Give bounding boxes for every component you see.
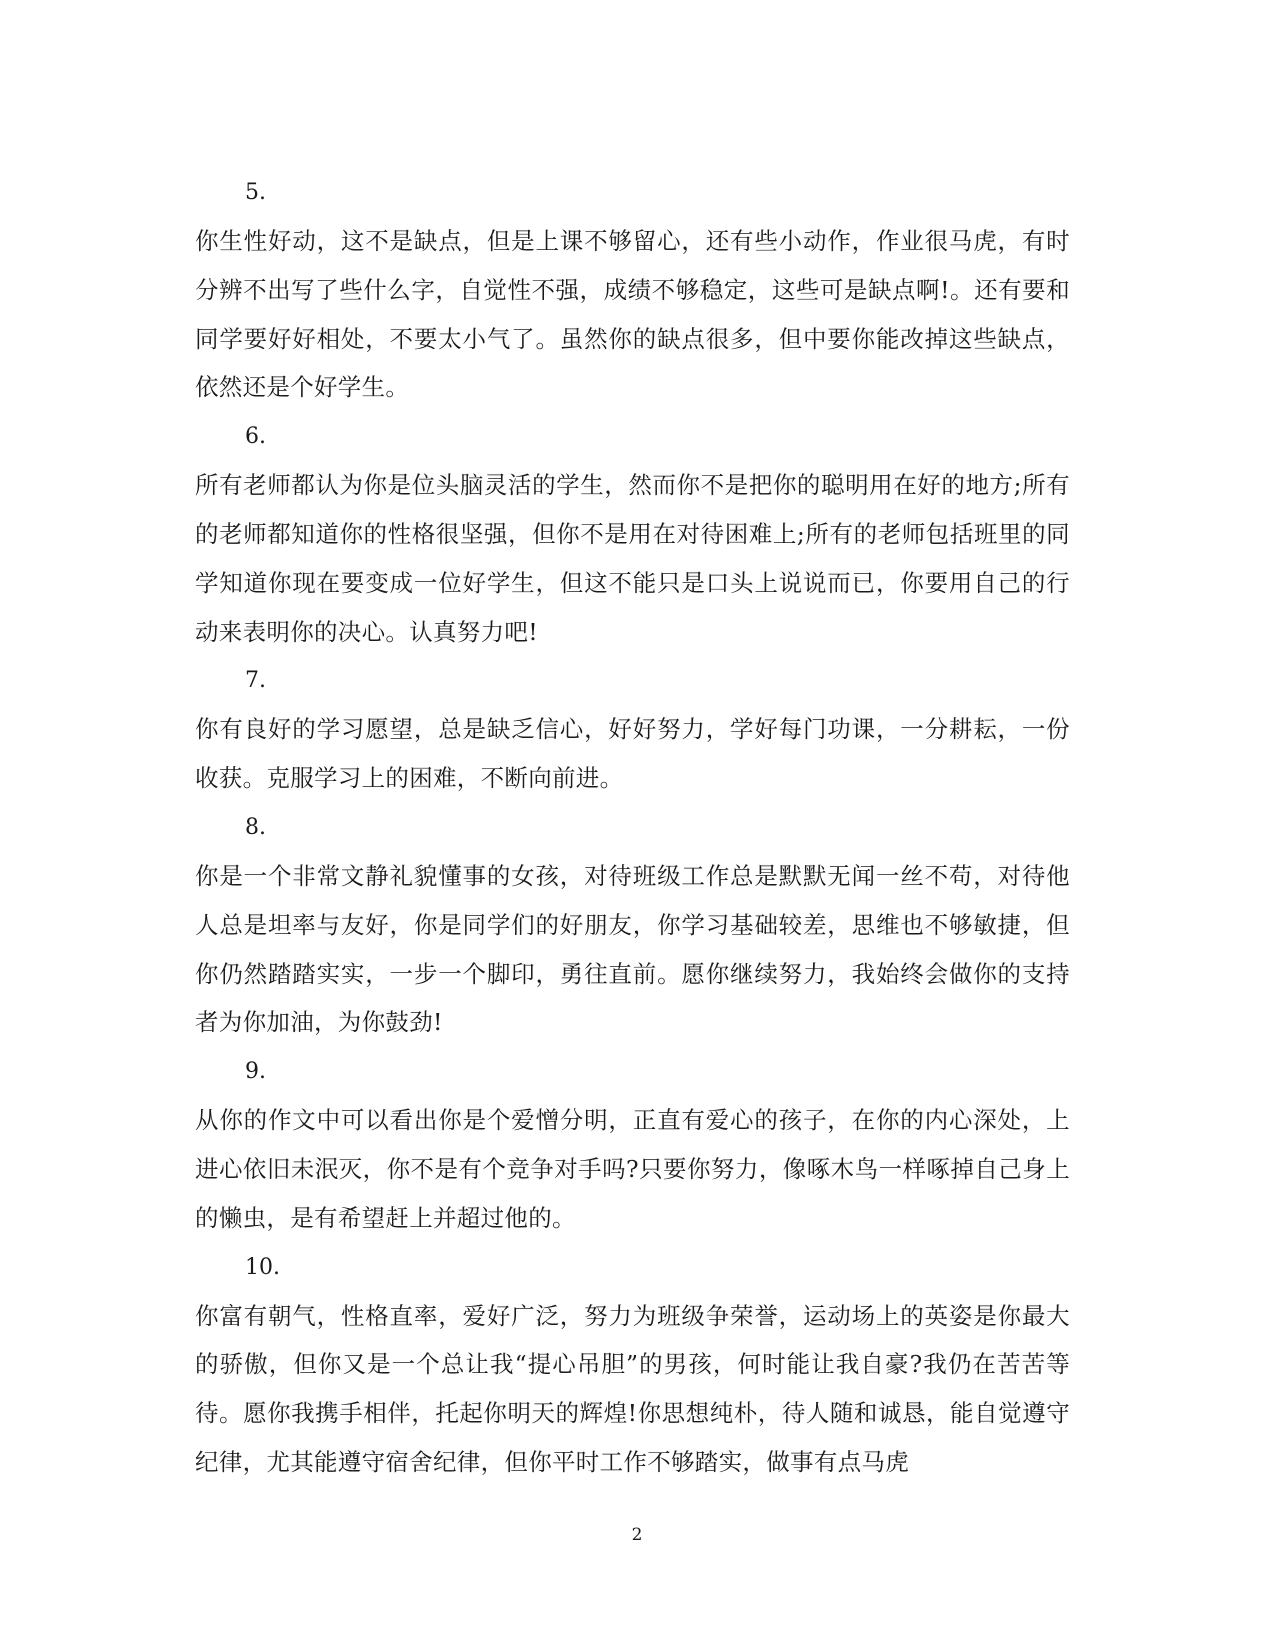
entry-text: 你富有朝气，性格直率，爱好广泛，努力为班级争荣誉，运动场上的英姿是你最大的骄傲，但你又是一个总让我“提心吊胆”的男孩，何时能让我自豪?我仍在苦苦等待。愿你我携手相伴，托起你明天的辉煌!你思想纯朴，待人随和诚恳，能自觉遵守纪律，尤其能遵守宿舍纪律，但你平时工作不够踏实，做事有点马虎 [195,1301,1070,1476]
entry-number: 10. [245,1254,280,1280]
entry-number: 9. [245,1059,266,1085]
comment-entry-6 [195,412,1070,656]
entry-number: 5. [245,180,266,205]
page-number: 2 [631,1525,643,1545]
comment-entry-10 [195,1243,1070,1487]
entry-number: 8. [245,814,266,840]
entry-number: 6. [245,424,266,450]
entry-text: 你生性好动，这不是缺点，但是上课不够留心，还有些小动作，作业很马虎，有时分辨不出写了些什么字，自觉性不强，成绩不够稳定，这些可是缺点啊!。还有要和同学要好好相处，不要太小气了。虽然你的缺点很多，但中要你能改掉这些缺点，依然还是个好学生。 [195,227,1070,402]
comment-entry-7 [195,656,1070,803]
comment-entry-8 [195,803,1070,1047]
document-body [195,168,1070,1487]
entry-number: 7. [245,668,266,694]
comment-entry-5 [195,168,1070,412]
entry-text: 你是一个非常文静礼貌懂事的女孩，对待班级工作总是默默无闻一丝不苟，对待他人总是坦率与友好，你是同学们的好朋友，你学习基础较差，思维也不够敏捷，但你仍然踏踏实实，一步一个脚印，勇往直前。愿你继续努力，我始终会做你的支持者为你加油，为你鼓劲! [195,861,1070,1037]
comment-entry-9 [195,1047,1070,1242]
entry-text: 从你的作文中可以看出你是个爱憎分明，正直有爱心的孩子，在你的内心深处，上进心依旧未泯灭，你不是有个竞争对手吗?只要你努力，像啄木鸟一样啄掉自己身上的懒虫，是有希望赶上并超过他的。 [195,1106,1070,1232]
entry-text: 所有老师都认为你是位头脑灵活的学生，然而你不是把你的聪明用在好的地方;所有的老师都知道你的性格很坚强，但你不是用在对待困难上;所有的老师包括班里的同学知道你现在要变成一位好学生，但这不能只是口头上说说而已，你要用自己的行动来表明你的决心。认真努力吧! [195,471,1070,646]
entry-text: 你有良好的学习愿望，总是缺乏信心，好好努力，学好每门功课，一分耕耘，一份收获。克服学习上的困难，不断向前进。 [195,715,1070,793]
